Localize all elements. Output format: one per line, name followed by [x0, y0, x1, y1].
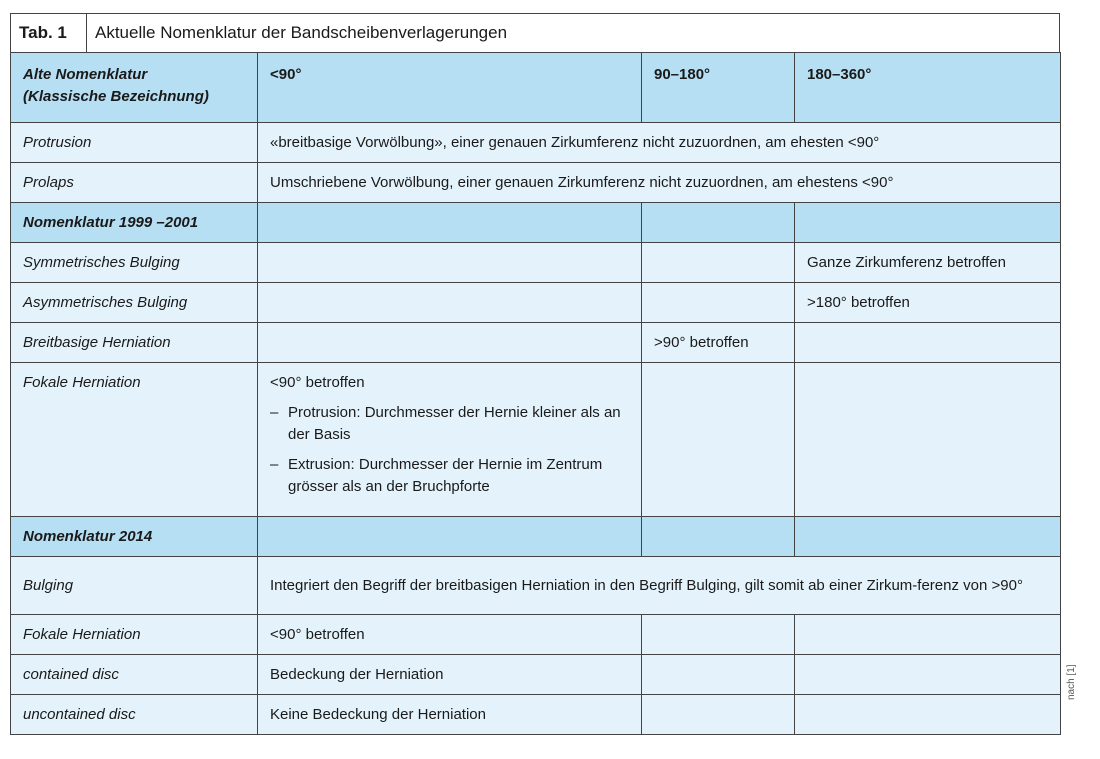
section-title: Nomenklatur 1999 –2001 [11, 203, 258, 243]
source-note: nach [1] [1066, 664, 1077, 700]
table-number: Tab. 1 [11, 14, 87, 52]
table-row [11, 557, 1061, 615]
table-row [11, 655, 1061, 695]
cell-lt90: <90° betroffen – Protrusion: Durchmesser der Hernie kleiner als an der Basis – Extrusion: Durchmesser der Hernie im Zentrum grösser als an der Bruchpforte [258, 363, 642, 517]
row-description: Umschriebene Vorwölbung, einer genauen Zirkumferenz nicht zuzuordnen, am ehestens <90° [258, 163, 1061, 203]
header-col-180-360: 180–360° [795, 53, 1061, 123]
table-row [11, 695, 1061, 735]
section-row-2014 [11, 517, 1061, 557]
row-name: Fokale Herniation [11, 363, 258, 517]
table-title-bar [10, 13, 1060, 53]
table-row [11, 363, 1061, 517]
row-name: Protrusion [11, 123, 258, 163]
list-item: – Protrusion: Durchmesser der Hernie kleiner als an der Basis [270, 404, 621, 443]
nomenclature-table [10, 52, 1061, 735]
row-name: Bulging [11, 557, 258, 615]
section-row-1999-2001 [11, 203, 1061, 243]
cell-lt90: <90° betroffen [258, 615, 642, 655]
cell-180-360: >180° betroffen [795, 283, 1061, 323]
cell-180-360: Ganze Zirkumferenz betroffen [795, 243, 1061, 283]
row-name: Prolaps [11, 163, 258, 203]
header-col-90-180: 90–180° [642, 53, 795, 123]
row-name: Symmetrisches Bulging [11, 243, 258, 283]
row-name: contained disc [11, 655, 258, 695]
table-row [11, 615, 1061, 655]
table-title: Aktuelle Nomenklatur der Bandscheibenverlagerungen [95, 23, 508, 42]
row-name: Fokale Herniation [11, 615, 258, 655]
row-description: «breitbasige Vorwölbung», einer genauen Zirkumferenz nicht zuzuordnen, am ehesten <90° [258, 123, 1061, 163]
table-row [11, 163, 1061, 203]
list-item: – Extrusion: Durchmesser der Hernie im Zentrum grösser als an der Bruchpforte [270, 456, 603, 495]
row-name: uncontained disc [11, 695, 258, 735]
cell-lt90: Bedeckung der Herniation [258, 655, 642, 695]
row-name: Asymmetrisches Bulging [11, 283, 258, 323]
table-row [11, 243, 1061, 283]
row-description: Integriert den Begriff der breitbasigen Herniation in den Begriff Bulging, gilt somit ab einer Zirkum-ferenz von >90° [258, 557, 1061, 615]
cell-90-180: >90° betroffen [642, 323, 795, 363]
header-row [11, 53, 1061, 123]
table-row [11, 323, 1061, 363]
header-col-lt90: <90° [258, 53, 642, 123]
table-row [11, 283, 1061, 323]
row-name: Breitbasige Herniation [11, 323, 258, 363]
cell-lt90: Keine Bedeckung der Herniation [258, 695, 642, 735]
header-col-old-nomenclature: Alte Nomenklatur (Klassische Bezeichnung) [11, 53, 258, 123]
table-row [11, 123, 1061, 163]
section-title: Nomenklatur 2014 [11, 517, 258, 557]
